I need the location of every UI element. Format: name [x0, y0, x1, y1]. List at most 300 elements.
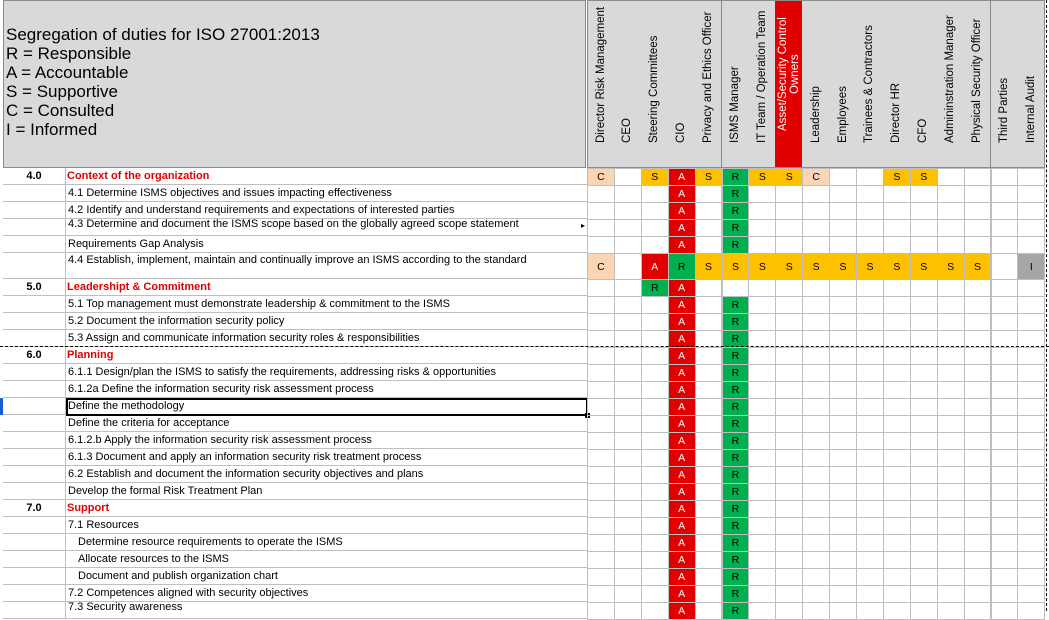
raci-cell[interactable] — [748, 585, 776, 603]
raci-cell[interactable] — [802, 296, 830, 314]
raci-cell[interactable] — [802, 449, 830, 467]
column-header[interactable] — [964, 0, 992, 168]
raci-cell[interactable] — [937, 279, 965, 297]
raci-cell[interactable] — [614, 219, 642, 237]
raci-cell[interactable] — [1017, 517, 1045, 535]
raci-cell[interactable] — [587, 202, 615, 220]
section-number[interactable]: 5.0 — [3, 279, 66, 296]
raci-cell[interactable] — [856, 398, 884, 416]
raci-cell[interactable]: S — [883, 168, 911, 186]
raci-cell[interactable] — [775, 415, 803, 433]
raci-cell[interactable] — [695, 219, 723, 237]
raci-cell[interactable] — [614, 279, 642, 297]
raci-cell[interactable] — [937, 236, 965, 254]
raci-cell[interactable] — [695, 364, 723, 382]
raci-cell[interactable] — [910, 296, 938, 314]
row-number-cell[interactable] — [3, 398, 66, 415]
raci-cell[interactable]: R — [722, 585, 750, 603]
raci-cell[interactable] — [883, 602, 911, 620]
column-header[interactable] — [991, 0, 1019, 168]
task-row[interactable]: Determine resource requirements to operate the ISMS — [66, 534, 587, 551]
raci-cell[interactable]: A — [668, 330, 696, 348]
raci-cell[interactable]: R — [722, 313, 750, 331]
raci-cell[interactable] — [883, 415, 911, 433]
raci-cell[interactable] — [775, 381, 803, 399]
raci-cell[interactable] — [883, 551, 911, 569]
raci-cell[interactable] — [829, 202, 857, 220]
raci-cell[interactable] — [1017, 568, 1045, 586]
raci-cell[interactable]: A — [668, 602, 696, 620]
raci-cell[interactable] — [641, 202, 669, 220]
raci-cell[interactable] — [587, 500, 615, 518]
raci-cell[interactable] — [695, 415, 723, 433]
raci-cell[interactable] — [641, 551, 669, 569]
raci-cell[interactable] — [748, 236, 776, 254]
raci-cell[interactable] — [991, 415, 1019, 433]
raci-cell[interactable] — [856, 500, 884, 518]
raci-cell[interactable]: S — [695, 168, 723, 186]
raci-cell[interactable] — [964, 585, 992, 603]
row-number-cell[interactable] — [3, 534, 66, 551]
raci-cell[interactable] — [614, 364, 642, 382]
raci-cell[interactable] — [775, 602, 803, 620]
raci-cell[interactable] — [883, 432, 911, 450]
raci-cell[interactable] — [856, 219, 884, 237]
raci-cell[interactable] — [964, 466, 992, 484]
raci-cell[interactable] — [937, 296, 965, 314]
raci-cell[interactable] — [829, 219, 857, 237]
column-header[interactable] — [614, 0, 642, 168]
raci-cell[interactable] — [856, 449, 884, 467]
raci-cell[interactable] — [614, 568, 642, 586]
row-number-cell[interactable] — [3, 364, 66, 381]
task-row[interactable]: Allocate resources to the ISMS — [66, 551, 587, 568]
raci-cell[interactable] — [587, 466, 615, 484]
raci-cell[interactable] — [614, 253, 642, 280]
raci-cell[interactable] — [587, 449, 615, 467]
raci-cell[interactable] — [641, 219, 669, 237]
raci-cell[interactable] — [829, 432, 857, 450]
raci-cell[interactable] — [775, 296, 803, 314]
raci-cell[interactable]: R — [722, 330, 750, 348]
raci-cell[interactable] — [937, 432, 965, 450]
raci-cell[interactable] — [937, 185, 965, 203]
raci-cell[interactable] — [991, 568, 1019, 586]
raci-cell[interactable] — [910, 279, 938, 297]
raci-cell[interactable]: A — [668, 585, 696, 603]
raci-cell[interactable] — [937, 449, 965, 467]
raci-cell[interactable] — [937, 202, 965, 220]
selected-cell-outline[interactable] — [66, 398, 588, 416]
raci-cell[interactable] — [775, 483, 803, 501]
raci-cell[interactable] — [614, 585, 642, 603]
raci-cell[interactable] — [695, 398, 723, 416]
raci-cell[interactable] — [802, 483, 830, 501]
raci-cell[interactable]: R — [722, 568, 750, 586]
raci-cell[interactable] — [775, 185, 803, 203]
raci-cell[interactable] — [775, 432, 803, 450]
task-row[interactable]: Define the methodology — [66, 398, 587, 415]
raci-cell[interactable]: R — [722, 551, 750, 569]
column-header[interactable] — [910, 0, 938, 168]
raci-cell[interactable] — [910, 602, 938, 620]
raci-cell[interactable] — [641, 585, 669, 603]
raci-cell[interactable] — [856, 347, 884, 365]
raci-cell[interactable] — [991, 347, 1019, 365]
raci-cell[interactable] — [991, 517, 1019, 535]
raci-cell[interactable] — [910, 381, 938, 399]
raci-cell[interactable] — [1017, 219, 1045, 237]
raci-cell[interactable] — [910, 364, 938, 382]
raci-cell[interactable] — [991, 398, 1019, 416]
raci-cell[interactable] — [991, 432, 1019, 450]
raci-cell[interactable] — [695, 185, 723, 203]
raci-cell[interactable] — [748, 517, 776, 535]
raci-cell[interactable] — [1017, 168, 1045, 186]
raci-cell[interactable] — [641, 415, 669, 433]
raci-cell[interactable] — [991, 449, 1019, 467]
raci-cell[interactable] — [937, 517, 965, 535]
raci-cell[interactable] — [802, 236, 830, 254]
raci-cell[interactable]: S — [964, 253, 992, 280]
raci-cell[interactable] — [614, 483, 642, 501]
raci-cell[interactable]: R — [722, 500, 750, 518]
column-header[interactable] — [1017, 0, 1045, 168]
raci-cell[interactable] — [991, 534, 1019, 552]
raci-cell[interactable] — [991, 551, 1019, 569]
raci-cell[interactable] — [1017, 449, 1045, 467]
raci-cell[interactable] — [614, 534, 642, 552]
raci-cell[interactable] — [641, 236, 669, 254]
task-row[interactable]: Requirements Gap Analysis — [66, 236, 587, 253]
column-header[interactable] — [695, 0, 723, 168]
raci-cell[interactable] — [748, 185, 776, 203]
raci-cell[interactable] — [775, 202, 803, 220]
section-number[interactable]: 6.0 — [3, 347, 66, 364]
raci-cell[interactable] — [695, 432, 723, 450]
raci-cell[interactable]: S — [722, 253, 750, 280]
raci-cell[interactable] — [937, 415, 965, 433]
raci-cell[interactable] — [991, 168, 1019, 186]
raci-cell[interactable] — [748, 202, 776, 220]
raci-cell[interactable] — [964, 500, 992, 518]
raci-cell[interactable] — [883, 500, 911, 518]
row-number-cell[interactable] — [3, 483, 66, 500]
raci-cell[interactable] — [1017, 500, 1045, 518]
raci-cell[interactable] — [695, 534, 723, 552]
raci-cell[interactable] — [614, 381, 642, 399]
raci-cell[interactable] — [641, 185, 669, 203]
raci-cell[interactable] — [1017, 313, 1045, 331]
raci-cell[interactable] — [883, 364, 911, 382]
raci-cell[interactable] — [856, 296, 884, 314]
raci-cell[interactable] — [802, 551, 830, 569]
section-title[interactable]: Context of the organization — [66, 168, 587, 185]
raci-cell[interactable]: R — [722, 202, 750, 220]
raci-cell[interactable] — [587, 279, 615, 297]
raci-cell[interactable] — [883, 219, 911, 237]
raci-cell[interactable] — [829, 517, 857, 535]
raci-cell[interactable] — [722, 279, 750, 297]
raci-cell[interactable] — [641, 466, 669, 484]
column-header[interactable] — [668, 0, 696, 168]
raci-cell[interactable] — [587, 398, 615, 416]
raci-cell[interactable]: A — [668, 483, 696, 501]
raci-cell[interactable] — [856, 381, 884, 399]
column-header[interactable] — [829, 0, 857, 168]
raci-cell[interactable]: S — [829, 253, 857, 280]
raci-cell[interactable] — [587, 517, 615, 535]
raci-cell[interactable] — [964, 219, 992, 237]
raci-cell[interactable] — [748, 551, 776, 569]
row-number-cell[interactable] — [3, 296, 66, 313]
raci-cell[interactable] — [802, 381, 830, 399]
row-number-cell[interactable] — [3, 330, 66, 347]
raci-cell[interactable] — [748, 466, 776, 484]
raci-cell[interactable]: S — [937, 253, 965, 280]
raci-cell[interactable] — [991, 602, 1019, 620]
raci-cell[interactable] — [829, 347, 857, 365]
raci-cell[interactable] — [695, 483, 723, 501]
raci-cell[interactable] — [829, 313, 857, 331]
raci-cell[interactable] — [641, 449, 669, 467]
raci-cell[interactable]: A — [668, 364, 696, 382]
raci-cell[interactable]: R — [722, 398, 750, 416]
raci-cell[interactable]: A — [668, 500, 696, 518]
raci-cell[interactable] — [883, 279, 911, 297]
raci-cell[interactable]: A — [668, 551, 696, 569]
raci-cell[interactable] — [856, 279, 884, 297]
raci-cell[interactable] — [991, 236, 1019, 254]
raci-cell[interactable] — [910, 449, 938, 467]
raci-cell[interactable] — [937, 219, 965, 237]
raci-cell[interactable] — [775, 313, 803, 331]
raci-cell[interactable] — [695, 279, 723, 297]
raci-cell[interactable] — [964, 517, 992, 535]
raci-cell[interactable] — [802, 534, 830, 552]
raci-cell[interactable] — [1017, 279, 1045, 297]
raci-cell[interactable] — [829, 602, 857, 620]
raci-cell[interactable] — [910, 432, 938, 450]
raci-cell[interactable] — [856, 602, 884, 620]
raci-cell[interactable] — [964, 279, 992, 297]
row-number-cell[interactable] — [3, 466, 66, 483]
raci-cell[interactable]: A — [668, 381, 696, 399]
raci-cell[interactable] — [910, 415, 938, 433]
raci-cell[interactable] — [910, 534, 938, 552]
raci-cell[interactable] — [910, 202, 938, 220]
raci-cell[interactable] — [695, 551, 723, 569]
section-title[interactable]: Support — [66, 500, 587, 517]
raci-cell[interactable] — [748, 415, 776, 433]
raci-cell[interactable] — [614, 202, 642, 220]
raci-cell[interactable] — [748, 449, 776, 467]
raci-cell[interactable] — [614, 415, 642, 433]
raci-cell[interactable] — [748, 534, 776, 552]
raci-cell[interactable]: S — [856, 253, 884, 280]
raci-cell[interactable]: S — [695, 253, 723, 280]
column-header[interactable] — [587, 0, 615, 168]
column-header[interactable] — [722, 0, 750, 168]
raci-cell[interactable]: R — [722, 296, 750, 314]
raci-cell[interactable]: R — [668, 253, 696, 280]
raci-cell[interactable] — [937, 381, 965, 399]
raci-cell[interactable] — [695, 449, 723, 467]
raci-cell[interactable] — [587, 483, 615, 501]
raci-cell[interactable] — [991, 279, 1019, 297]
raci-cell[interactable] — [883, 313, 911, 331]
raci-cell[interactable] — [883, 236, 911, 254]
raci-cell[interactable] — [802, 364, 830, 382]
raci-cell[interactable] — [1017, 185, 1045, 203]
column-header[interactable] — [641, 0, 669, 168]
raci-cell[interactable]: S — [641, 168, 669, 186]
task-row[interactable]: 7.1 Resources — [66, 517, 587, 534]
raci-cell[interactable] — [695, 381, 723, 399]
raci-cell[interactable] — [991, 381, 1019, 399]
raci-cell[interactable] — [802, 185, 830, 203]
raci-cell[interactable] — [964, 483, 992, 501]
raci-cell[interactable] — [641, 313, 669, 331]
raci-cell[interactable] — [775, 449, 803, 467]
raci-cell[interactable] — [802, 219, 830, 237]
raci-cell[interactable] — [964, 534, 992, 552]
raci-cell[interactable] — [695, 602, 723, 620]
task-row[interactable]: 4.1 Determine ISMS objectives and issues impacting effectiveness — [66, 185, 587, 202]
raci-cell[interactable] — [802, 432, 830, 450]
raci-cell[interactable]: A — [668, 466, 696, 484]
raci-cell[interactable] — [614, 398, 642, 416]
raci-cell[interactable] — [695, 500, 723, 518]
raci-cell[interactable] — [587, 551, 615, 569]
raci-cell[interactable] — [964, 415, 992, 433]
raci-cell[interactable] — [587, 313, 615, 331]
raci-cell[interactable]: R — [722, 534, 750, 552]
row-number-cell[interactable] — [3, 219, 66, 236]
raci-cell[interactable]: S — [910, 168, 938, 186]
raci-cell[interactable] — [802, 313, 830, 331]
column-header[interactable] — [883, 0, 911, 168]
raci-cell[interactable] — [1017, 398, 1045, 416]
raci-cell[interactable] — [748, 602, 776, 620]
raci-cell[interactable]: A — [668, 398, 696, 416]
raci-cell[interactable] — [910, 185, 938, 203]
raci-cell[interactable] — [1017, 534, 1045, 552]
raci-cell[interactable]: A — [668, 296, 696, 314]
raci-cell[interactable] — [775, 219, 803, 237]
raci-cell[interactable] — [856, 432, 884, 450]
task-row[interactable]: 6.2 Establish and document the information security objectives and plans — [66, 466, 587, 483]
raci-cell[interactable] — [910, 219, 938, 237]
raci-cell[interactable]: A — [668, 219, 696, 237]
raci-cell[interactable] — [802, 466, 830, 484]
row-number-cell[interactable] — [3, 517, 66, 534]
raci-cell[interactable] — [937, 551, 965, 569]
raci-cell[interactable] — [641, 534, 669, 552]
row-number-cell[interactable] — [3, 253, 66, 279]
raci-cell[interactable] — [856, 466, 884, 484]
task-row[interactable]: 6.1.2a Define the information security risk assessment process — [66, 381, 587, 398]
raci-cell[interactable] — [991, 219, 1019, 237]
raci-cell[interactable]: A — [668, 202, 696, 220]
raci-cell[interactable] — [802, 347, 830, 365]
raci-cell[interactable] — [991, 185, 1019, 203]
raci-cell[interactable] — [641, 500, 669, 518]
column-header[interactable] — [937, 0, 965, 168]
raci-cell[interactable] — [1017, 381, 1045, 399]
raci-cell[interactable] — [641, 347, 669, 365]
raci-cell[interactable] — [802, 398, 830, 416]
raci-cell[interactable] — [991, 585, 1019, 603]
raci-cell[interactable] — [883, 347, 911, 365]
raci-cell[interactable] — [1017, 415, 1045, 433]
raci-cell[interactable] — [964, 296, 992, 314]
raci-cell[interactable] — [1017, 296, 1045, 314]
row-number-cell[interactable] — [3, 449, 66, 466]
raci-cell[interactable]: C — [802, 168, 830, 186]
raci-cell[interactable] — [910, 551, 938, 569]
section-number[interactable]: 4.0 — [3, 168, 66, 185]
raci-cell[interactable]: I — [1017, 253, 1045, 280]
raci-cell[interactable]: R — [722, 347, 750, 365]
raci-cell[interactable] — [856, 568, 884, 586]
raci-cell[interactable] — [829, 398, 857, 416]
raci-cell[interactable] — [964, 185, 992, 203]
raci-cell[interactable]: R — [722, 168, 750, 186]
raci-cell[interactable] — [802, 568, 830, 586]
raci-cell[interactable] — [695, 466, 723, 484]
raci-cell[interactable] — [587, 602, 615, 620]
row-number-cell[interactable] — [3, 185, 66, 202]
raci-cell[interactable] — [614, 517, 642, 535]
raci-cell[interactable] — [641, 398, 669, 416]
raci-cell[interactable] — [883, 381, 911, 399]
raci-cell[interactable] — [1017, 202, 1045, 220]
raci-cell[interactable] — [1017, 364, 1045, 382]
raci-cell[interactable] — [883, 202, 911, 220]
raci-cell[interactable] — [641, 483, 669, 501]
section-title[interactable]: Planning — [66, 347, 587, 364]
raci-cell[interactable] — [748, 347, 776, 365]
raci-cell[interactable]: A — [668, 279, 696, 297]
raci-cell[interactable] — [587, 364, 615, 382]
raci-cell[interactable] — [775, 585, 803, 603]
raci-cell[interactable] — [829, 585, 857, 603]
raci-cell[interactable] — [910, 517, 938, 535]
task-row[interactable]: 7.3 Security awareness — [66, 602, 587, 619]
raci-cell[interactable] — [775, 398, 803, 416]
row-number-cell[interactable] — [3, 381, 66, 398]
raci-cell[interactable] — [1017, 432, 1045, 450]
raci-cell[interactable]: R — [722, 466, 750, 484]
raci-cell[interactable] — [775, 534, 803, 552]
raci-cell[interactable] — [748, 313, 776, 331]
raci-cell[interactable] — [937, 534, 965, 552]
raci-cell[interactable]: R — [722, 483, 750, 501]
raci-cell[interactable] — [856, 236, 884, 254]
raci-cell[interactable] — [695, 568, 723, 586]
raci-cell[interactable] — [964, 381, 992, 399]
raci-cell[interactable] — [883, 517, 911, 535]
raci-cell[interactable] — [748, 279, 776, 297]
raci-cell[interactable] — [829, 236, 857, 254]
task-row[interactable]: Develop the formal Risk Treatment Plan — [66, 483, 587, 500]
raci-cell[interactable] — [614, 449, 642, 467]
raci-cell[interactable] — [910, 585, 938, 603]
raci-cell[interactable] — [829, 466, 857, 484]
raci-cell[interactable]: A — [668, 568, 696, 586]
raci-cell[interactable] — [910, 500, 938, 518]
